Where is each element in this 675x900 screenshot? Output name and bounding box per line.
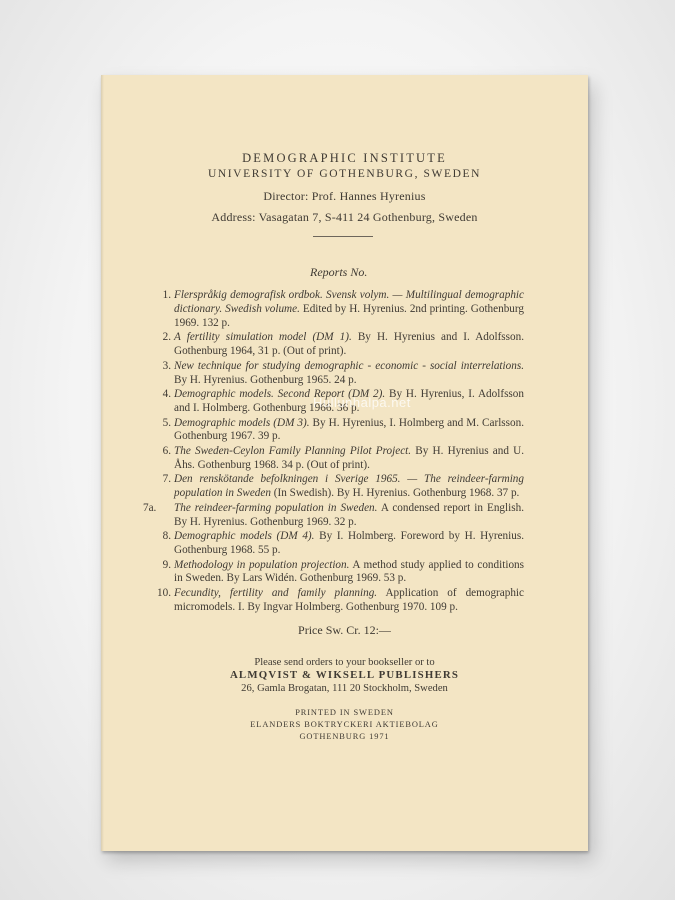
- university-title: UNIVERSITY OF GOTHENBURG, SWEDEN: [207, 168, 482, 180]
- report-title: Methodology in population projection.: [174, 558, 350, 571]
- report-number: 1.: [162, 289, 171, 301]
- reports-list: [143, 289, 525, 615]
- report-item: [149, 559, 524, 587]
- report-details: By H. Hyrenius and I. Adolfsson. Gothenburg 1964, 31 p. (Out of print).: [174, 331, 525, 358]
- report-title: The Sweden-Ceylon Family Planning Pilot Project.: [174, 444, 412, 457]
- report-title: Demographic models (DM 4).: [174, 530, 315, 543]
- report-details: By H. Hyrenius. Gothenburg 1965. 24 p.: [174, 373, 357, 386]
- report-number: 8.: [162, 530, 171, 543]
- director-line: Director: Prof. Hannes Hyrenius: [263, 189, 426, 203]
- report-item: [149, 473, 524, 501]
- report-item: [149, 331, 524, 359]
- report-title: New technique for studying demographic - economic - social interrelations.: [174, 359, 524, 372]
- report-details: By H. Hyrenius, I. Holmberg and M. Carlsson. Gothenburg 1967. 39 p.: [174, 416, 524, 443]
- report-number: 4.: [162, 388, 171, 401]
- publisher-address: 26, Gamla Brogatan, 111 20 Stockholm, Sweden: [241, 683, 448, 694]
- divider-rule: [313, 236, 373, 237]
- report-details: By I. Holmberg. Foreword by H. Hyrenius. Gothenburg 1968. 55 p.: [174, 530, 524, 557]
- institute-title: DEMOGRAPHIC INSTITUTE: [242, 151, 447, 165]
- report-title: Flerspråkig demografisk ordbok. Svensk volym. — Multilingual demographic dictionary. Swedish volume.: [174, 289, 524, 315]
- watermark: Hullunhalpa.net: [313, 395, 411, 410]
- report-number: 7a.: [143, 501, 157, 514]
- reports-heading: Reports No.: [310, 265, 368, 279]
- publisher-name: ALMQVIST & WIKSELL PUBLISHERS: [229, 669, 460, 681]
- report-item: [149, 530, 524, 558]
- book-back-cover: [101, 75, 588, 851]
- report-title: Demographic models (DM 3).: [174, 416, 310, 429]
- report-details: By H. Hyrenius, I. Adolfsson and I. Holmberg. Gothenburg 1966. 36 p.: [174, 388, 524, 415]
- report-details: A method study applied to conditions in Sweden. By Lars Widén. Gothenburg 1969. 53 p.: [174, 558, 524, 585]
- report-number: 2.: [162, 331, 171, 344]
- report-number: 7.: [162, 473, 171, 486]
- report-number: 5.: [162, 416, 171, 429]
- report-item: [143, 501, 524, 530]
- report-item: [149, 289, 524, 331]
- report-title: A fertility simulation model (DM 1).: [174, 331, 352, 344]
- price-line: Price Sw. Cr. 12:—: [298, 623, 391, 637]
- report-number: 9.: [162, 558, 171, 571]
- report-item: [149, 587, 524, 615]
- address-line: Address: Vasagatan 7, S-411 24 Gothenburg, Sweden: [211, 210, 478, 224]
- report-title: Demographic models. Second Report (DM 2).: [174, 388, 386, 401]
- report-title: Fecundity, fertility and family planning.: [174, 586, 378, 599]
- report-item: [149, 445, 524, 473]
- printed-line: PRINTED IN SWEDEN: [295, 708, 394, 717]
- orders-line: Please send orders to your bookseller or to: [254, 657, 435, 668]
- report-details: (In Swedish). By H. Hyrenius. Gothenburg 1968. 37 p.: [270, 487, 520, 500]
- report-item: [149, 417, 524, 445]
- report-details: A condensed report in English. By H. Hyrenius. Gothenburg 1969. 32 p.: [174, 501, 524, 528]
- print-place-year: GOTHENBURG 1971: [299, 732, 390, 741]
- report-number: 10.: [157, 586, 171, 599]
- report-details: By H. Hyrenius and U. Åhs. Gothenburg 1968. 34 p. (Out of print).: [174, 444, 524, 471]
- report-details: Edited by H. Hyrenius. 2nd printing. Gothenburg 1969. 132 p.: [174, 302, 525, 329]
- report-details: Application of demographic micromodels. I. By Ingvar Holmberg. Gothenburg 1970. 109 p.: [174, 586, 524, 613]
- report-title: Den renskötande befolkningen i Sverige 1965. — The reindeer-farming population in Sweden: [174, 473, 524, 500]
- report-title: The reindeer-farming population in Sweden.: [174, 501, 378, 514]
- report-number: 3.: [162, 359, 171, 372]
- report-item: [149, 360, 524, 388]
- report-number: 6.: [162, 444, 171, 457]
- printer-name: ELANDERS BOKTRYCKERI AKTIEBOLAG: [250, 720, 439, 729]
